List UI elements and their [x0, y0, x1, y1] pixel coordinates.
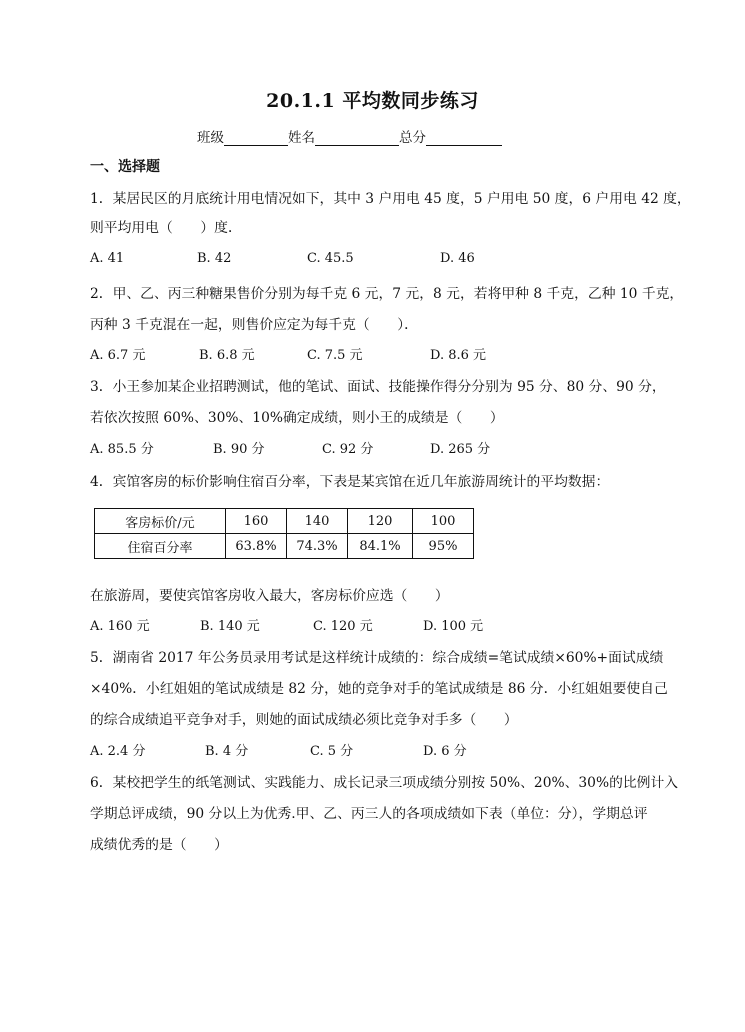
question-1-option-b: B. 42	[197, 251, 232, 266]
name-blank[interactable]	[315, 131, 399, 146]
question-2-option-b: B. 6.8 元	[199, 348, 255, 363]
question-5-option-a: A. 2.4 分	[90, 744, 146, 759]
class-blank[interactable]	[224, 131, 288, 146]
question-1-line-2: 则平均用电（ ）度．	[90, 220, 242, 236]
question-4-option-b: B. 140 元	[200, 619, 260, 634]
question-2-option-a: A. 6.7 元	[90, 348, 146, 363]
question-3-option-a: A. 85.5 分	[90, 442, 154, 457]
question-4-line-2: 在旅游周，要使宾馆客房收入最大，客房标价应选（ ）	[90, 588, 449, 604]
student-info-line	[197, 126, 502, 146]
question-1-option-c: C. 45.5	[307, 251, 354, 266]
question-4-option-c: C. 120 元	[313, 619, 373, 634]
question-5-line-3: 的综合成绩追平竞争对手，则她的面试成绩必须比竞争对手多（ ）	[90, 712, 518, 728]
page-title: 20.1.1 平均数同步练习	[266, 90, 479, 112]
question-5-line-1: 5．湖南省 2017 年公务员录用考试是这样统计成绩的：综合成绩=笔试成绩×60%+面试成绩	[90, 650, 664, 666]
table-cell: 74.3%	[287, 534, 348, 559]
question-1-line-1: 1．某居民区的月底统计用电情况如下，其中 3 户用电 45 度，5 户用电 50 度，6 户用电 42 度，	[90, 191, 691, 207]
name-label: 姓名	[288, 130, 315, 146]
question-2-option-c: C. 7.5 元	[307, 348, 363, 363]
table-row	[95, 509, 474, 534]
section-heading: 一、选择题	[90, 159, 160, 175]
question-5-option-d: D. 6 分	[423, 744, 467, 759]
table-cell: 84.1%	[348, 534, 413, 559]
table-cell: 100	[413, 509, 474, 534]
question-4-option-a: A. 160 元	[90, 619, 150, 634]
question-6-line-3: 成绩优秀的是（ ）	[90, 837, 228, 853]
class-label: 班级	[197, 130, 224, 146]
question-5-line-2: ×40%．小红姐姐的笔试成绩是 82 分，她的竞争对手的笔试成绩是 86 分．小红姐姐要使自己	[90, 681, 668, 697]
hotel-price-table	[94, 508, 474, 559]
question-1-option-a: A. 41	[90, 251, 125, 266]
table-cell: 95%	[413, 534, 474, 559]
question-3-line-2: 若依次按照 60%、30%、10%确定成绩，则小王的成绩是（ ）	[90, 410, 504, 426]
table-row-label: 客房标价/元	[95, 509, 226, 534]
question-3-option-b: B. 90 分	[213, 442, 265, 457]
question-1-option-d: D. 46	[440, 251, 475, 266]
question-3-option-d: D. 265 分	[430, 442, 491, 457]
score-label: 总分	[399, 130, 426, 146]
table-row	[95, 534, 474, 559]
question-4-line-1: 4．宾馆客房的标价影响住宿百分率，下表是某宾馆在近几年旅游周统计的平均数据：	[90, 474, 610, 490]
table-cell: 63.8%	[226, 534, 287, 559]
question-2-option-d: D. 8.6 元	[430, 348, 487, 363]
table-cell: 160	[226, 509, 287, 534]
question-3-line-1: 3．小王参加某企业招聘测试，他的笔试、面试、技能操作得分分别为 95 分、80 分、90 分，	[90, 379, 666, 395]
question-2-line-1: 2．甲、乙、丙三种糖果售价分别为每千克 6 元，7 元，8 元，若将甲种 8 千克，乙种 10 千克，	[90, 286, 684, 302]
table-row-label: 住宿百分率	[95, 534, 226, 559]
question-2-line-2: 丙种 3 千克混在一起，则售价应定为每千克（ ）．	[90, 317, 418, 333]
question-5-option-b: B. 4 分	[205, 744, 249, 759]
question-6-line-2: 学期总评成绩，90 分以上为优秀.甲、乙、丙三人的各项成绩如下表（单位：分），学期总评	[90, 806, 648, 822]
question-4-option-d: D. 100 元	[423, 619, 484, 634]
question-6-line-1: 6．某校把学生的纸笔测试、实践能力、成长记录三项成绩分别按 50%、20%、30%的比例计入	[90, 775, 679, 791]
question-3-option-c: C. 92 分	[322, 442, 374, 457]
question-5-option-c: C. 5 分	[310, 744, 354, 759]
table-cell: 120	[348, 509, 413, 534]
score-blank[interactable]	[426, 131, 502, 146]
table-cell: 140	[287, 509, 348, 534]
